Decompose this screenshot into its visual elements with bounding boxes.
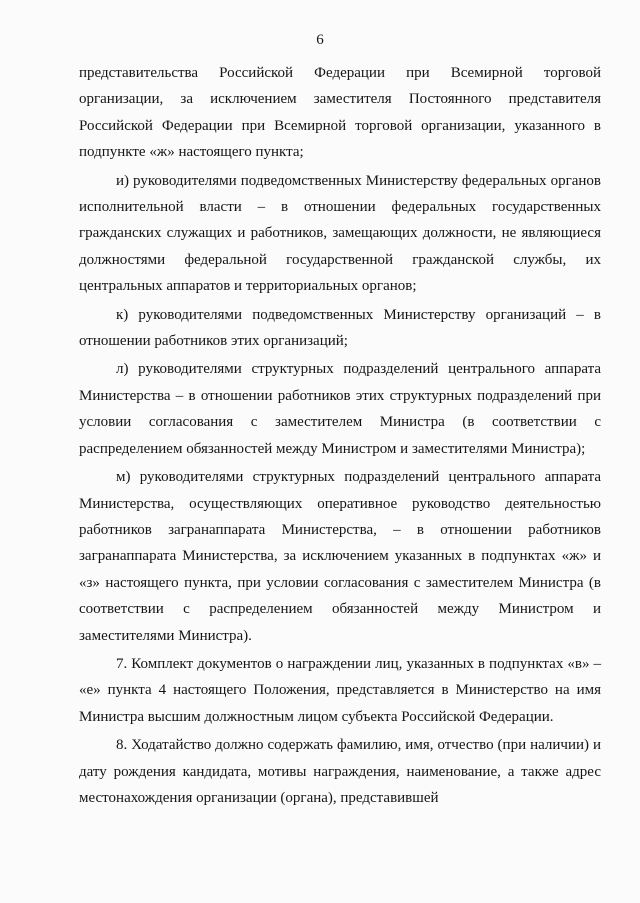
paragraph-section-8: 8. Ходатайство должно содержать фамилию, имя, отчество (при наличии) и дату рождения кандидата, мотивы награждения, наименование, а также адрес местонахождения организации (органа), представившей [79, 737, 601, 806]
paragraph-continuation: представительства Российской Федерации при Всемирной торговой организации, за исключением заместителя Постоянного представителя Российской Федерации при Всемирной торговой организации, указанного в подпункте «ж» настоящего пункта; [79, 65, 601, 161]
paragraph-item-l: л) руководителями структурных подразделений центрального аппарата Министерства – в отношении работников этих структурных подразделений при условии согласования с заместителем Министра (в соответствии с распределением обязанностей между Министром и заместителями Министра); [79, 361, 601, 457]
paragraph-section-7: 7. Комплект документов о награждении лиц, указанных в подпунктах «в» – «е» пункта 4 настоящего Положения, представляется в Министерство на имя Министра высшим должностным лицом субъекта Российской Федерации. [79, 655, 601, 725]
paragraph-item-k: к) руководителями подведомственных Министерству организаций – в отношении работников этих организаций; [79, 306, 601, 350]
page-number: 6 [316, 32, 324, 48]
paragraph-item-i: и) руководителями подведомственных Министерству федеральных органов исполнительной власти – в отношении федеральных государственных гражданских служащих и работников, замещающих должности, не являющиеся должностями федеральной государственной гражданской службы, их центральных аппаратов и территориальных органов; [79, 172, 601, 295]
paragraph-item-m: м) руководителями структурных подразделений центрального аппарата Министерства, осуществляющих оперативное руководство деятельностью работников загранаппарата Министерства, – в отношении работников загранаппарата Министерства, за исключением указанных в подпунктах «ж» и «з» настоящего пункта, при условии согласования с заместителем Министра (в соответствии с распределением обязанностей между Министром и заместителями Министра). [79, 469, 601, 644]
document-body [79, 60, 601, 811]
